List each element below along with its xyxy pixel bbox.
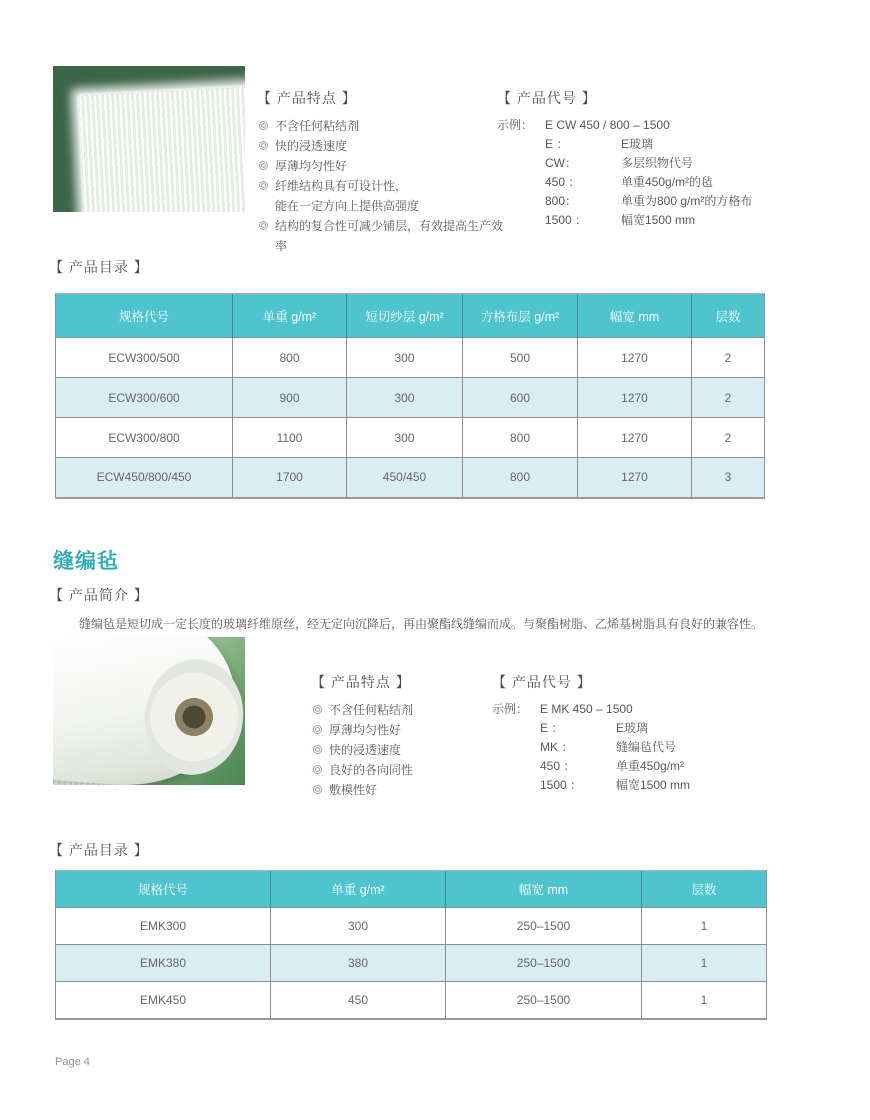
ring-bullet-icon <box>259 181 268 190</box>
table-cell: ECW300/500 <box>56 338 233 378</box>
catalog-heading-1: 【 产品目录 】 <box>49 259 149 275</box>
code-legend <box>492 700 822 795</box>
table-cell: 300 <box>347 418 463 458</box>
table-row <box>56 458 765 498</box>
feature-text: 快的浸透速度 <box>329 743 402 757</box>
table-cell: 250–1500 <box>446 908 642 945</box>
product-photo-roll <box>53 637 245 785</box>
table-cell: 500 <box>463 338 578 378</box>
table-cell: 1 <box>642 982 767 1019</box>
ring-bullet-icon <box>259 141 268 150</box>
column-header: 方格布层 g/m² <box>463 294 578 338</box>
table-row <box>56 945 767 982</box>
table-cell: 250–1500 <box>446 945 642 982</box>
table-cell: 2 <box>692 378 765 418</box>
column-header: 层数 <box>692 294 765 338</box>
column-header: 幅宽 mm <box>578 294 692 338</box>
code-key: CW： <box>545 156 577 170</box>
code-desc: 单重为800 g/m²的方格布 <box>621 194 753 208</box>
feature-item <box>257 116 507 136</box>
page-number: Page 4 <box>55 1056 90 1068</box>
table-cell: 1270 <box>578 338 692 378</box>
table-row <box>56 378 765 418</box>
example-label: 示例： <box>497 118 534 132</box>
code-key: MK ： <box>540 740 574 754</box>
code-key: 450 ： <box>545 175 581 189</box>
column-header: 规格代号 <box>56 871 271 908</box>
table-cell: 800 <box>463 458 578 498</box>
column-header: 短切纱层 g/m² <box>347 294 463 338</box>
feature-text: 结构的复合性可减少铺层，有效提高生产效率 <box>275 219 504 253</box>
code-key: 800： <box>545 194 578 208</box>
code-desc: 多层织物代号 <box>621 156 694 170</box>
feature-text: 良好的各向同性 <box>329 763 414 777</box>
ring-bullet-icon <box>313 725 322 734</box>
code-desc: E玻璃 <box>616 721 649 735</box>
feature-text: 厚薄均匀性好 <box>275 159 348 173</box>
features-heading: 【 产品特点 】 <box>311 674 411 690</box>
code-key: E ： <box>545 137 569 151</box>
table-cell: 1270 <box>578 378 692 418</box>
features-heading: 【 产品特点 】 <box>257 90 357 106</box>
intro-heading: 【 产品简介 】 <box>49 587 149 603</box>
table-row <box>56 338 765 378</box>
table-cell: 900 <box>233 378 347 418</box>
column-header: 单重 g/m² <box>233 294 347 338</box>
column-header: 规格代号 <box>56 294 233 338</box>
code-desc: 单重450g/m²的毡 <box>621 175 714 189</box>
table-cell: 300 <box>347 338 463 378</box>
catalog-heading-2: 【 产品目录 】 <box>49 842 149 858</box>
feature-text: 能在一定方向上提供高强度 <box>275 199 420 213</box>
table-row <box>56 908 767 945</box>
product-photo-mat <box>53 66 245 212</box>
table-cell: 1270 <box>578 418 692 458</box>
product-catalog-table-1 <box>55 293 765 499</box>
table-cell: 1270 <box>578 458 692 498</box>
table-cell: ECW450/800/450 <box>56 458 233 498</box>
table-cell: EMK450 <box>56 982 271 1019</box>
feature-text: 纤维结构具有可设计性， <box>275 179 408 193</box>
table-cell: EMK380 <box>56 945 271 982</box>
table-cell: 450/450 <box>347 458 463 498</box>
column-header: 层数 <box>642 871 767 908</box>
table-row <box>56 418 765 458</box>
example-value: E CW 450 / 800 – 1500 <box>545 118 670 132</box>
table-cell: 1 <box>642 908 767 945</box>
column-header: 单重 g/m² <box>271 871 446 908</box>
codes-heading: 【 产品代号 】 <box>497 90 597 106</box>
fiberglass-mat-image <box>79 86 245 212</box>
table-cell: 1100 <box>233 418 347 458</box>
code-desc: 缝编毡代号 <box>616 740 677 754</box>
feature-text: 厚薄均匀性好 <box>329 723 402 737</box>
table-cell: 600 <box>463 378 578 418</box>
feature-item <box>257 156 507 176</box>
product-codes-block-2 <box>492 672 822 795</box>
table-cell: 3 <box>692 458 765 498</box>
table-cell: 1700 <box>233 458 347 498</box>
product-codes-block-1 <box>497 88 827 230</box>
codes-heading: 【 产品代号 】 <box>492 674 592 690</box>
table-header-row <box>56 294 765 338</box>
feature-item <box>257 216 507 256</box>
ring-bullet-icon <box>259 121 268 130</box>
product-catalog-table-2 <box>55 870 767 1020</box>
table-cell: 250–1500 <box>446 982 642 1019</box>
feature-item <box>257 136 507 156</box>
section-title: 缝编毡 <box>53 550 119 573</box>
table-cell: ECW300/800 <box>56 418 233 458</box>
ring-bullet-icon <box>313 765 322 774</box>
ring-bullet-icon <box>313 785 322 794</box>
feature-text: 不含任何粘结剂 <box>275 119 360 133</box>
code-desc: 幅宽1500 mm <box>616 778 691 792</box>
code-key: 1500 ： <box>540 778 583 792</box>
table-cell: 300 <box>347 378 463 418</box>
feature-text: 敷模性好 <box>329 783 378 797</box>
code-key: 1500 ： <box>545 213 588 227</box>
table-cell: ECW300/600 <box>56 378 233 418</box>
table-cell: 800 <box>463 418 578 458</box>
table-cell: 450 <box>271 982 446 1019</box>
ring-bullet-icon <box>313 745 322 754</box>
column-header: 幅宽 mm <box>446 871 642 908</box>
code-desc: E玻璃 <box>621 137 654 151</box>
code-key: E ： <box>540 721 564 735</box>
example-value: E MK 450 – 1500 <box>540 702 633 716</box>
code-legend <box>497 116 827 230</box>
product-features-block-1 <box>257 88 507 256</box>
table-cell: 380 <box>271 945 446 982</box>
code-desc: 幅宽1500 mm <box>621 213 696 227</box>
ring-bullet-icon <box>313 705 322 714</box>
feature-item <box>257 176 507 196</box>
table-row <box>56 982 767 1019</box>
feature-text: 快的浸透速度 <box>275 139 348 153</box>
feature-item-continuation <box>257 196 507 216</box>
code-desc: 单重450g/m² <box>616 759 685 773</box>
ring-bullet-icon <box>259 161 268 170</box>
intro-paragraph: 缝编毡是短切成一定长度的玻璃纤维原丝，经无定向沉降后，再由聚酯线缝编而成。与聚酯树脂、乙烯基树脂具有良好的兼容性。 <box>79 617 764 631</box>
table-cell: 2 <box>692 418 765 458</box>
table-cell: 1 <box>642 945 767 982</box>
table-cell: 300 <box>271 908 446 945</box>
feature-text: 不含任何粘结剂 <box>329 703 414 717</box>
example-label: 示例： <box>492 702 529 716</box>
ring-bullet-icon <box>259 221 268 230</box>
table-cell: EMK300 <box>56 908 271 945</box>
code-key: 450 ： <box>540 759 576 773</box>
table-cell: 2 <box>692 338 765 378</box>
table-cell: 800 <box>233 338 347 378</box>
table-header-row <box>56 871 767 908</box>
